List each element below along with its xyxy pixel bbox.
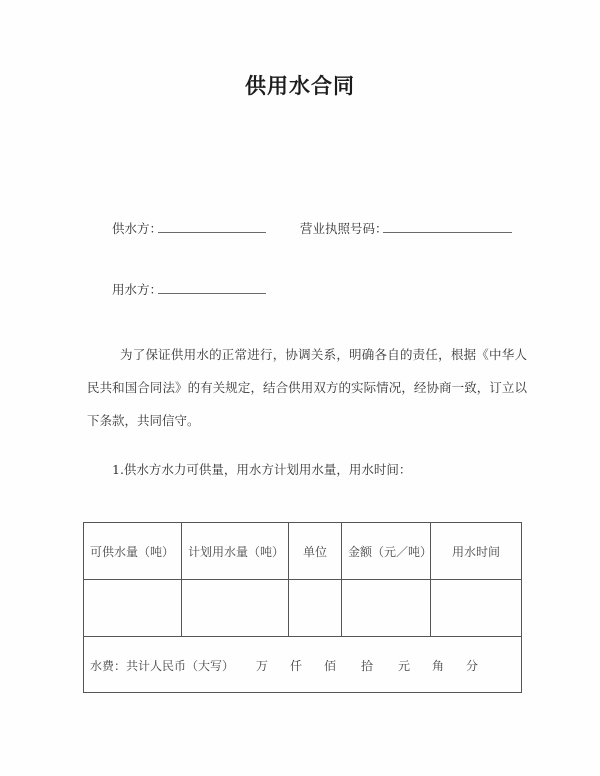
header-usage-time: 用水时间: [431, 523, 522, 580]
license-number-underline: [383, 232, 512, 233]
fee-label: 水费：共计人民币（大写）: [90, 659, 235, 673]
header-planned-usage: 计划用水量（吨）: [182, 523, 289, 580]
fee-unit-bai: 佰: [324, 659, 337, 673]
supplier-underline: [158, 232, 266, 233]
cell-unit[interactable]: [289, 580, 342, 637]
fee-row: [84, 637, 522, 693]
cell-usage-time[interactable]: [431, 580, 522, 637]
header-unit: 单位: [289, 523, 342, 580]
cell-available-supply[interactable]: [84, 580, 182, 637]
water-user-field[interactable]: [160, 277, 264, 293]
fee-unit-shi: 拾: [361, 659, 374, 673]
water-supply-table: [83, 522, 522, 693]
fee-unit-wan: 万: [256, 659, 269, 673]
license-number-field[interactable]: [385, 216, 511, 232]
header-available-supply: 可供水量（吨）: [84, 523, 182, 580]
clause-1: 1.供水方水力可供量，用水方计划用水量，用水时间：: [112, 462, 412, 477]
fee-cell[interactable]: [84, 637, 522, 693]
fee-unit-qian: 仟: [290, 659, 303, 673]
fee-unit-jiao: 角: [432, 659, 445, 673]
fee-unit-fen: 分: [466, 659, 479, 673]
supplier-label: 供水方：: [112, 221, 163, 236]
water-user-label: 用水方：: [112, 282, 163, 297]
header-amount: 金额（元／吨）: [342, 523, 431, 580]
cell-planned-usage[interactable]: [182, 580, 289, 637]
fee-unit-yuan: 元: [398, 659, 411, 673]
preamble-paragraph: 为了保证供用水的正常进行，协调关系，明确各自的责任，根据《中华人民共和国合同法》的有关规定，结合供用双方的实际情况，经协商一致，订立以下条款，共同信守。: [87, 347, 527, 428]
table-row: [84, 580, 522, 637]
water-user-underline: [158, 293, 266, 294]
license-number-label: 营业执照号码：: [300, 221, 388, 236]
supplier-field[interactable]: [160, 216, 264, 232]
document-title: 供用水合同: [245, 74, 355, 98]
table-header-row: [84, 523, 522, 580]
cell-amount[interactable]: [342, 580, 431, 637]
